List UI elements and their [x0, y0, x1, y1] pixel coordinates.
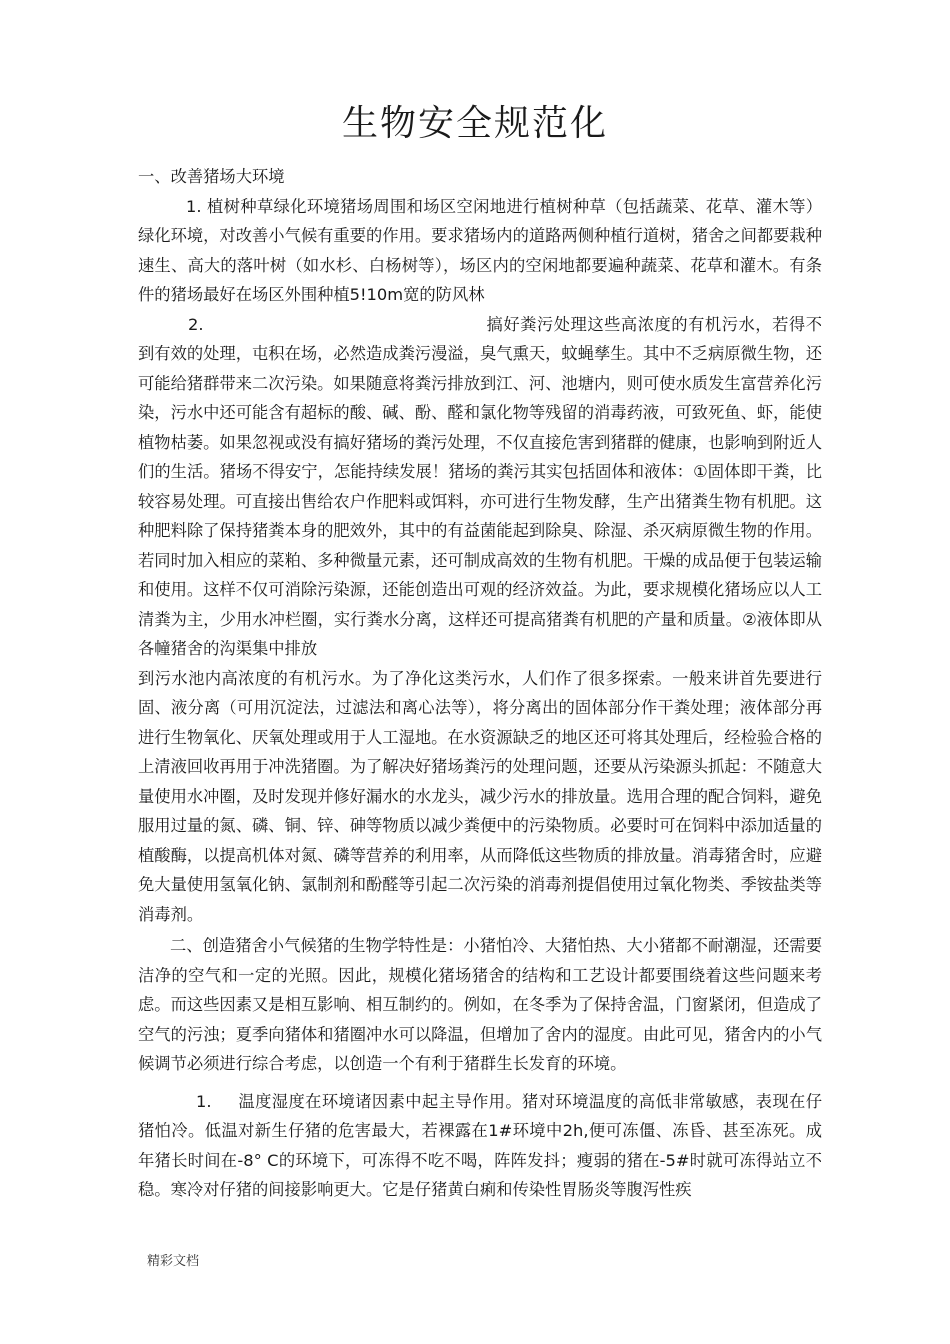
document-title: 生物安全规范化 [341, 103, 608, 144]
paragraph-number: 2. [188, 314, 204, 334]
section1-heading: 一、改善猪场大环境 [138, 167, 285, 186]
section1-paragraph-1: 1. 植树种草绿化环境猪场周围和场区空闲地进行植树种草（包括蔬菜、花草、灌木等）绿化环境，对改善小气候有重要的作用。要求猪场内的道路两侧种植行道树，猪舍之间都要栽种速生、高大的落叶树（如水杉、白杨树等），场区内的空闲地都要遍种蔬菜、花草和灌木。有条件的猪场最好在场区外围种植5!10m宽的防风林 [138, 196, 822, 304]
paragraph-text: 搞好粪污处理这些高浓度的有机污水，若得不到有效的处理，屯积在场，必然造成粪污漫溢，臭气熏天，蚊蝇孳生。其中不乏病原微生物，还可能给猪群带来二次污染。如果随意将粪污排放到江、河、池塘内，则可使水质发生富营养化污染，污水中还可能含有超标的酸、碱、酚、醛和氯化物等残留的消毒药液，可致死鱼、虾，能使植物枯萎。如果忽视或没有搞好猪场的粪污处理，不仅直接危害到猪群的健康，也影响到附近人们的生活。猪场不得安宁，怎能持续发展！猪场的粪污其实包括固体和液体：①固体即干粪，比较容易处理。可直接出售给农户作肥料或饵料，亦可进行生物发酵，生产出猪粪生物有机肥。这种肥料除了保持猪粪本身的肥效外，其中的有益菌能起到除臭、除湿、杀灭病原微生物的作用。若同时加入相应的菜粕、多种微量元素，还可制成高效的生物有机肥。干燥的成品便于包装运输和使用。这样不仅可消除污染源，还能创造出可观的经济效益。为此，要求规模化猪场应以人工清粪为主，少用水冲栏圈，实行粪水分离，这样还可提高猪粪有机肥的产量和质量。②液体即从各幢猪舍的沟渠集中排放 [138, 314, 822, 658]
document-body [138, 162, 822, 1205]
paragraph-text: 温度湿度在环境诸因素中起主导作用。猪对环境温度的高低非常敏感，表现在仔猪怕冷。低温对新生仔猪的危害最大，若裸露在1#环境中2h,便可冻僵、冻昏、甚至冻死。成年猪长时间在-8° C的环境下，可冻得不吃不喝，阵阵发抖；瘦弱的猪在-5#时就可冻得站立不稳。寒冷对仔猪的间接影响更大。它是仔猪黄白痢和传染性胃肠炎等腹泻性疾 [138, 1091, 822, 1199]
section2-paragraph-2 [138, 1087, 822, 1205]
section1-paragraph-2-continued: 到污水池内高浓度的有机污水。为了净化这类污水，人们作了很多探索。一般来讲首先要进行固、液分离（可用沉淀法，过滤法和离心法等），将分离出的固体部分作干粪处理；液体部分再进行生物氧化、厌氧处理或用于人工湿地。在水资源缺乏的地区还可将其处理后，经检验合格的上清液回收再用于冲洗猪圈。为了解决好猪场粪污的处理问题，还要从污染源头抓起：不随意大量使用水冲圈，及时发现并修好漏水的水龙头，减少污水的排放量。选用合理的配合饲料，避免服用过量的氮、磷、铜、锌、砷等物质以减少粪便中的污染物质。必要时可在饲料中添加适量的植酸酶，以提高机体对氮、磷等营养的利用率，从而降低这些物质的排放量。消毒猪舍时，应避免大量使用氢氧化钠、氯制剂和酚醛等引起二次污染的消毒剂提倡使用过氧化物类、季铵盐类等消毒剂。 [138, 668, 822, 924]
section2-paragraph-1: 二、创造猪舍小气候猪的生物学特性是：小猪怕冷、大猪怕热、大小猪都不耐潮湿，还需要洁净的空气和一定的光照。因此，规模化猪场猪舍的结构和工艺设计都要围绕着这些问题来考虑。而这些因素又是相互影响、相互制约的。例如，在冬季为了保持舍温，门窗紧闭，但造成了空气的污浊；夏季向猪体和猪圈冲水可以降温，但增加了舍内的湿度。由此可见，猪舍内的小气候调节必须进行综合考虑，以创造一个有利于猪群生长发育的环境。 [138, 936, 822, 1073]
footer-label: 精彩文档 [147, 1254, 200, 1269]
section1-paragraph-2 [138, 310, 822, 664]
paragraph-number: 1. [196, 1091, 212, 1111]
